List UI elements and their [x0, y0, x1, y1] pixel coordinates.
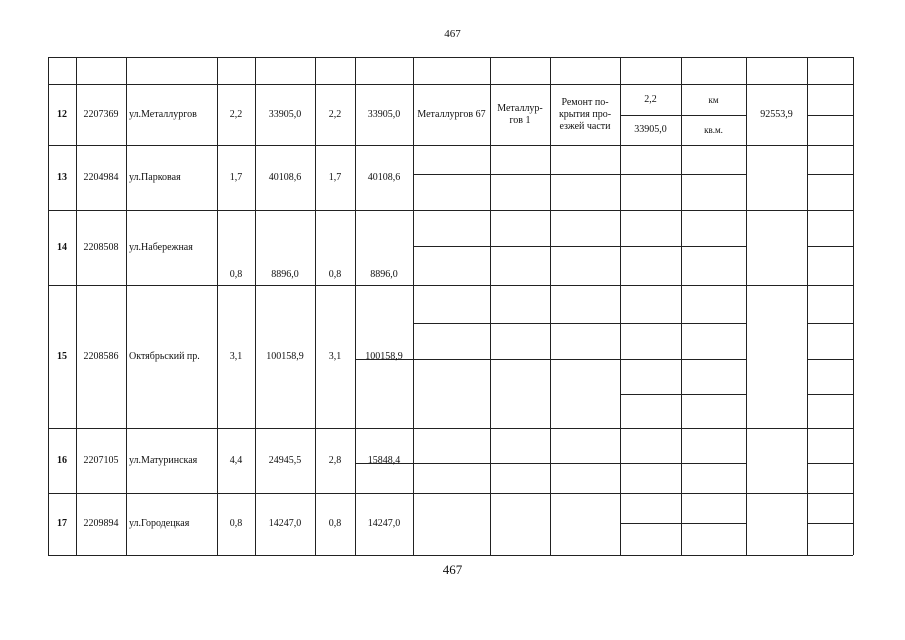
table-right-border [853, 57, 854, 555]
street-name: ул.Парковая [129, 171, 181, 183]
sub-row-separator [807, 174, 853, 175]
sub-row-separator [620, 523, 746, 524]
street-name: ул.Городецкая [129, 518, 190, 529]
page-number-bottom: 467 [442, 562, 463, 577]
sub-row-separator [413, 246, 746, 247]
column-separator [413, 57, 414, 555]
length-km: 4,4 [229, 454, 243, 466]
area-repair-m2: 100158,9 [365, 350, 403, 362]
column-separator [490, 57, 491, 555]
street-name: Октябрьский пр. [129, 350, 200, 362]
street-name: ул.Металлургов [129, 108, 197, 120]
table-top-border [48, 57, 853, 58]
column-separator [746, 57, 747, 555]
table-bottom-border [48, 555, 853, 556]
quantity-m2: 33905,0 [634, 124, 667, 135]
column-separator [126, 57, 127, 555]
sub-row-separator [807, 463, 853, 464]
length-repair-km: 2,2 [328, 108, 342, 120]
road-code: 2209894 [83, 518, 119, 529]
column-separator [550, 57, 551, 555]
column-separator [315, 57, 316, 555]
section-end: Металлур-гов 1 [497, 102, 543, 126]
sub-row-separator [413, 174, 746, 175]
column-separator [620, 57, 621, 555]
street-name: ул.Набережная [129, 241, 193, 253]
column-separator [255, 57, 256, 555]
page-number-top: 467 [444, 28, 461, 40]
road-code: 2208586 [83, 350, 119, 362]
length-km: 0,8 [229, 518, 243, 529]
length-repair-km: 1,7 [328, 171, 342, 183]
row-number: 17 [57, 518, 67, 529]
area-m2: 14247,0 [268, 518, 302, 529]
area-repair-m2: 15848,4 [367, 454, 401, 466]
area-m2: 8896,0 [271, 269, 299, 280]
column-separator [217, 57, 218, 555]
sub-row-separator [807, 523, 853, 524]
length-repair-km: 3,1 [328, 350, 342, 362]
sub-row-separator [807, 246, 853, 247]
row-number: 16 [57, 454, 67, 466]
area-m2: 33905,0 [268, 108, 302, 120]
road-code: 2204984 [83, 171, 119, 183]
length-repair-km: 2,8 [328, 454, 342, 466]
area-repair-m2: 14247,0 [367, 518, 401, 529]
row-number: 15 [57, 350, 67, 362]
column-separator [355, 57, 356, 555]
length-repair-km: 0,8 [328, 269, 342, 280]
road-code: 2207105 [83, 454, 119, 466]
sub-row-separator [807, 323, 853, 324]
work-type: Ремонт по-крытия про-езжей части [558, 96, 612, 132]
sub-row-separator [807, 394, 853, 395]
length-km: 1,7 [229, 171, 243, 183]
quantity-km: 2,2 [644, 93, 657, 105]
road-code: 2207369 [83, 108, 119, 120]
table-left-border [48, 57, 49, 555]
road-code: 2208508 [83, 241, 119, 253]
area-repair-m2: 33905,0 [367, 108, 401, 120]
length-km: 3,1 [229, 350, 243, 362]
sub-row-separator [355, 359, 746, 360]
unit-km: км [708, 94, 719, 105]
column-separator [807, 145, 808, 555]
column-separator [807, 57, 808, 145]
column-separator [681, 57, 682, 555]
street-name: ул.Матуринская [129, 454, 198, 466]
total-cost: 92553,9 [760, 108, 793, 120]
length-km: 2,2 [229, 108, 243, 120]
sub-row-separator [807, 359, 853, 360]
area-m2: 24945,5 [268, 454, 302, 466]
area-repair-m2: 40108,6 [367, 171, 401, 183]
row-number: 14 [57, 241, 67, 253]
row-number: 13 [57, 171, 67, 183]
sub-row-separator [413, 323, 746, 324]
area-repair-m2: 8896,0 [370, 269, 398, 280]
sub-row-separator [620, 394, 746, 395]
area-m2: 40108,6 [268, 171, 302, 183]
sub-row-separator [355, 463, 746, 464]
length-km: 0,8 [229, 269, 243, 280]
length-repair-km: 0,8 [328, 518, 342, 529]
area-m2: 100158,9 [266, 350, 304, 362]
unit-m2: кв.м. [704, 125, 723, 135]
column-separator [76, 57, 77, 555]
sub-row-separator [807, 115, 853, 116]
row-number: 12 [57, 108, 67, 120]
section-start: Металлургов 67 [417, 108, 486, 120]
